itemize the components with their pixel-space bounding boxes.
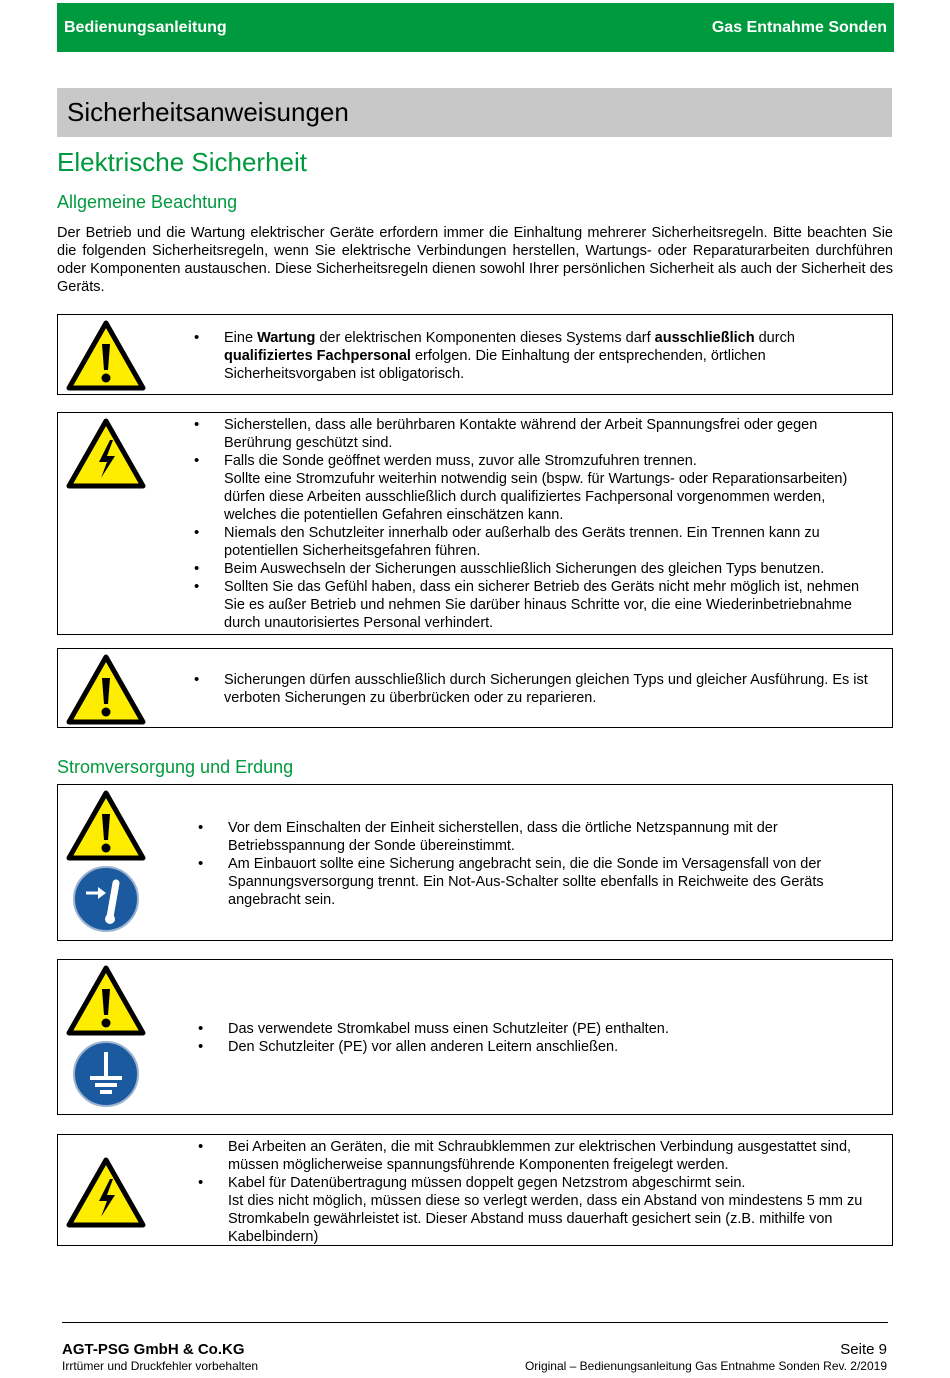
warning-exclamation-icon: [66, 320, 146, 392]
list-item: • Beim Auswechseln der Sicherungen ausschließlich Sicherungen des gleichen Typs benutzen.: [194, 560, 880, 578]
page-header: [57, 3, 894, 52]
list-item: • Falls die Sonde geöffnet werden muss, zuvor alle Stromzufuhren trennen. Sollte eine Stromzufuhr weiterhin notwendig sein (bspw. für Wartungs- oder Reparationsarbeiten) dürfen diese Arbeiten ausschließlich durch qualifiziertes Fachpersonal vorgenommen werden, welches die potentiellen Gefahren einschätzen kann.: [194, 452, 880, 524]
subheading-power-grounding: Stromversorgung und Erdung: [57, 757, 294, 777]
footer-page-number: Seite 9: [840, 1341, 887, 1358]
footer-original: Original – Bedienungsanleitung Gas Entnahme Sonden Rev. 2/2019: [524, 1359, 887, 1373]
warning-box-5: [57, 959, 893, 1115]
electric-hazard-icon: [66, 1157, 146, 1229]
list-item: • Sicherungen dürfen ausschließlich durch Sicherungen gleichen Typs und gleicher Ausführung. Es ist verboten Sicherungen zu überbrücken oder zu reparieren.: [194, 671, 880, 707]
list-item: • Am Einbauort sollte eine Sicherung angebracht sein, die die Sonde im Versagensfall von der Spannungsversorgung trennt. Ein Not-Aus-Schalter sollte ebenfalls in Reichweite des Geräts angebracht sein.: [198, 855, 878, 909]
warning-exclamation-icon: [66, 965, 146, 1037]
warning-box-1: [57, 314, 893, 395]
subheading-general: Allgemeine Beachtung: [57, 192, 238, 212]
ground-earth-icon: [72, 1040, 140, 1108]
intro-paragraph: Der Betrieb und die Wartung elektrischer Geräte erfordern immer die Einhaltung mehrerer Sicherheitsregeln. Bitte beachten Sie die folgenden Sicherheitsregeln, wenn Sie elektrische Verbindungen herstellen, Wartungs- oder Reparaturarbeiten durchführen oder Komponenten austauschen. Diese Sicherheitsregeln dienen sowohl Ihrer persönlichen Sicherheit als auch der Sicherheit des Geräts.: [57, 225, 893, 295]
heading-electrical-safety: Elektrische Sicherheit: [57, 147, 307, 177]
list-item: • Eine Wartung der elektrischen Komponenten dieses Systems darf ausschließlich durch qualifiziertes Fachpersonal erfolgen. Die Einhaltung der entsprechenden, örtlichen Sicherheitsvorgaben ist obligatorisch.: [194, 329, 880, 383]
list-item: • Niemals den Schutzleiter innerhalb oder außerhalb des Geräts trennen. Ein Trennen kann zu potentiellen Sicherheitsgefahren führen.: [194, 524, 880, 560]
header-right: Gas Entnahme Sonden: [711, 18, 887, 36]
header-left: Bedienungsanleitung: [64, 18, 227, 36]
warning-box-3: [57, 648, 893, 728]
footer-company: AGT-PSG GmbH & Co.KG: [62, 1341, 245, 1358]
list-item: • Bei Arbeiten an Geräten, die mit Schraubklemmen zur elektrischen Verbindung ausgestattet sind, müssen möglicherweise spannungsführende Komponenten freigelegt werden.: [198, 1138, 880, 1174]
warning-exclamation-icon: [66, 654, 146, 726]
electric-hazard-icon: [66, 418, 146, 490]
warning-box-4: [57, 784, 893, 941]
list-item: • Kabel für Datenübertragung müssen doppelt gegen Netzstrom abgeschirmt sein. Ist dies nicht möglich, müssen diese so verlegt werden, dass ein Abstand von mindestens 5 mm zu Stromkabeln gewährleistet ist. Dieser Abstand muss dauerhaft gesichert sein (z.B. mithilfe von Kabelbindern): [198, 1174, 880, 1246]
list-item: • Das verwendete Stromkabel muss einen Schutzleiter (PE) enthalten.: [198, 1020, 878, 1038]
list-item: • Sicherstellen, dass alle berührbaren Kontakte während der Arbeit Spannungsfrei oder gegen Berührung geschützt sind.: [194, 416, 880, 452]
warning-box-2: [57, 412, 893, 635]
warning-box-6: [57, 1134, 893, 1246]
section-title: Sicherheitsanweisungen: [57, 88, 892, 137]
disconnect-mains-icon: [72, 865, 140, 933]
footer-divider: [62, 1322, 888, 1323]
footer-note: Irrtümer und Druckfehler vorbehalten: [62, 1359, 259, 1373]
list-item: • Vor dem Einschalten der Einheit sicherstellen, dass die örtliche Netzspannung mit der Betriebsspannung der Sonde übereinstimmt.: [198, 819, 878, 855]
list-item: • Sollten Sie das Gefühl haben, dass ein sicherer Betrieb des Geräts nicht mehr möglich ist, nehmen Sie es außer Betrieb und nehmen Sie darüber hinaus Schritte vor, die eine Wiederinbetriebnahme durch unautorisiertes Personal verhindert.: [194, 578, 880, 632]
list-item: • Den Schutzleiter (PE) vor allen anderen Leitern anschließen.: [198, 1038, 878, 1056]
warning-exclamation-icon: [66, 790, 146, 862]
